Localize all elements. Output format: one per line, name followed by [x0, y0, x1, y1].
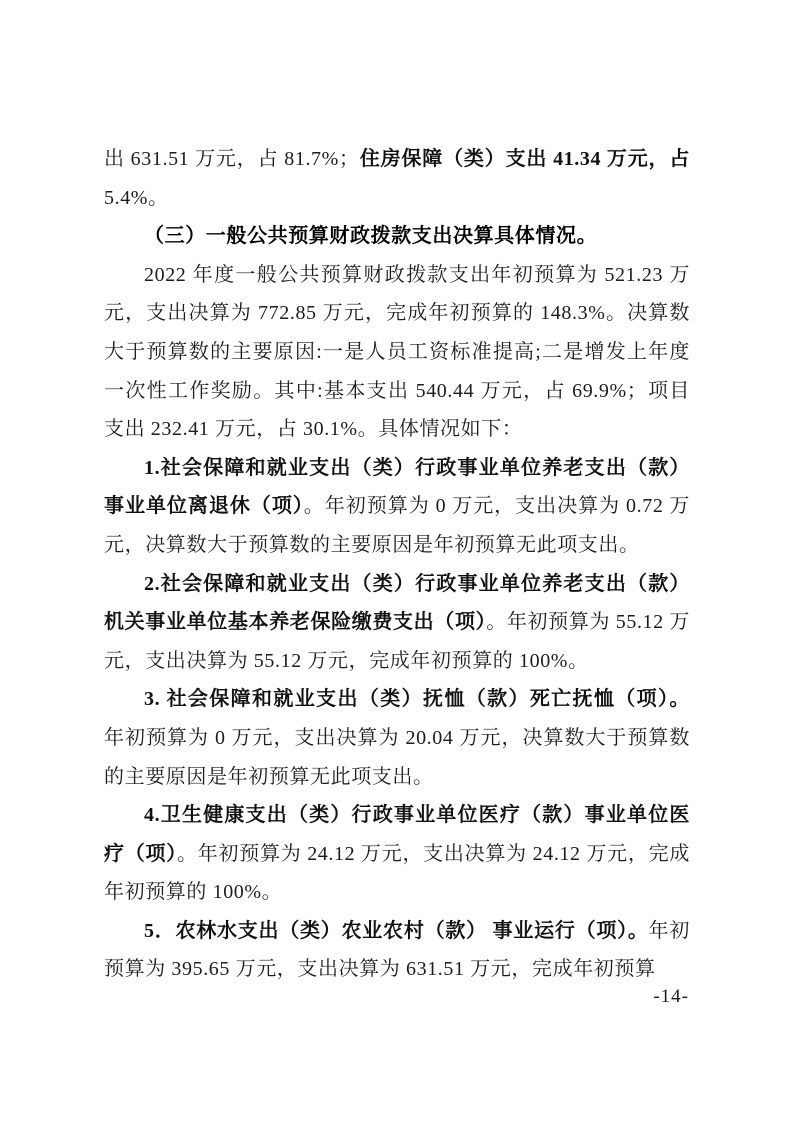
paragraph [104, 256, 690, 449]
paragraph [104, 565, 690, 681]
text-run: 年初预算为 395.65 万元，支出决算为 631.51 万元，完成年初预算 [104, 919, 690, 981]
paragraph [104, 912, 690, 989]
bold-text-run: （三）一般公共预算财政拨款支出决算具体情况。 [144, 225, 598, 248]
bold-text-run: 住房保障（类）支出 41.34 万元，占 [359, 148, 690, 170]
text-run: 5.4%。 [104, 186, 169, 209]
text-run: 。年初预算为 24.12 万元，支出决算为 24.12 万元，完成年初预算的 100%。 [104, 842, 690, 904]
page-number: -14- [653, 986, 689, 1007]
section-heading [104, 217, 690, 256]
bold-text-run: 1.社会保障和就业支出（类）行政事业单位养老支出（款）事业单位离退休（项） [104, 456, 690, 518]
text-run: 。年初预算为 55.12 万元，支出决算为 55.12 万元，完成年初预算的 100%。 [104, 611, 691, 672]
paragraph [104, 449, 690, 565]
paragraph [104, 680, 690, 796]
text-run: 出 631.51 万元，占 81.7%； [104, 148, 360, 170]
bold-text-run: 3. 社会保障和就业支出（类）抚恤（款）死亡抚恤（项）。 [144, 688, 690, 711]
bold-text-run: 2.社会保障和就业支出（类）行政事业单位养老支出（款）机关事业单位基本养老保险缴费支出（项） [104, 572, 690, 634]
bold-text-run: 4.卫生健康支出（类）行政事业单位医疗（款）事业单位医疗（项） [104, 804, 690, 865]
bold-text-run: 5．农林水支出（类）农业农村（款） 事业运行（项）。 [144, 919, 649, 942]
text-run: 年初预算为 0 万元，支出决算为 20.04 万元，决算数大于预算数的主要原因是年初预算无此项支出。 [104, 726, 690, 788]
paragraph [104, 140, 690, 217]
paragraph [104, 796, 690, 912]
document-body [104, 140, 690, 989]
text-run: 2022 年度一般公共预算财政拨款支出年初预算为 521.23 万元，支出决算为 772.85 万元，完成年初预算的 148.3%。决算数大于预算数的主要原因:一是人员工资标准提高;二是增发上年度一次性工作奖励。其中:基本支出 540.44 万元，占 69.9%；项目支出 232.41 万元，占 30.1%。具体情况如下： [104, 263, 690, 441]
text-run: 。年初预算为 0 万元，支出决算为 0.72 万元，决算数大于预算数的主要原因是年初预算无此项支出。 [104, 495, 691, 556]
